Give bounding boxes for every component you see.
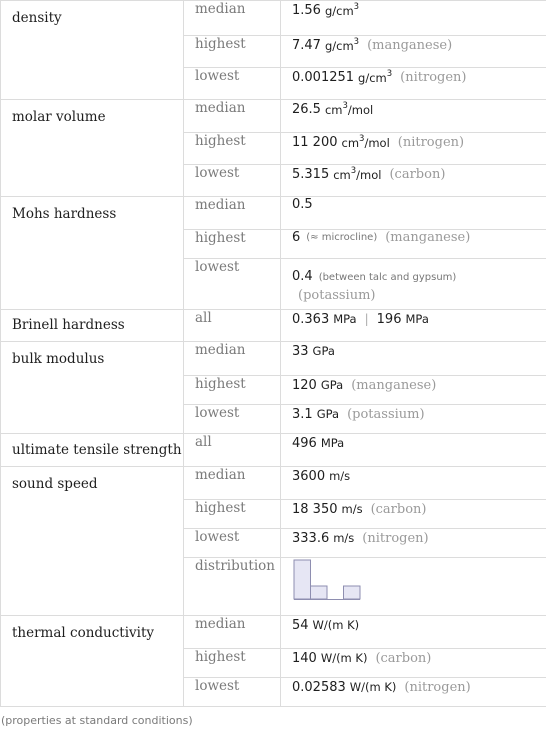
value-number: 33 [292,343,309,359]
value-number: 196 [376,311,402,327]
value-cell [281,434,546,467]
stat-label: all [184,434,281,467]
stat-label: highest [184,230,281,259]
value-number: 496 [292,435,317,451]
value-unit: W/(m K) [312,618,360,632]
value-cell [281,500,546,529]
value-number: 120 [292,377,317,393]
stat-label: lowest [184,259,281,310]
value-cell [281,259,546,310]
stat-label: median [184,616,281,649]
value-number: 0.4 [292,269,313,284]
element-name: (carbon) [389,166,446,182]
property-name: molar volume [1,100,184,197]
table-row [1,434,546,467]
value-cell [281,649,546,678]
value-cell [281,100,546,133]
value-unit: MPa [405,312,429,326]
element-name: (manganese) [367,37,453,53]
stat-label: lowest [184,678,281,707]
value-unit: GPa [320,378,344,392]
value-number: 7.47 [292,37,321,53]
stat-label: median [184,100,281,133]
stat-label: lowest [184,68,281,100]
value-unit: W/(m K) [349,680,397,694]
value-number: 0.001251 [292,69,355,85]
property-name: ultimate tensile strength [1,434,184,467]
stat-label: lowest [184,405,281,434]
stat-label: median [184,342,281,376]
value-cell [281,376,546,405]
value-unit: m/s [341,502,363,516]
stat-label: highest [184,500,281,529]
table-row [1,197,546,230]
value-number: 0.02583 [292,679,346,695]
stat-label: median [184,467,281,500]
value-unit: $cm^3$/mol [341,133,390,150]
value-unit: $g/cm^3$ [324,1,360,18]
table-row [1,616,546,649]
table-row [1,342,546,376]
element-name: (carbon) [370,501,427,517]
stat-label: highest [184,649,281,678]
value-cell [281,133,546,165]
value-unit: W/(m K) [320,651,368,665]
element-name: (nitrogen) [397,134,465,150]
value-unit: $cm^3$/mol [333,165,382,182]
value-cell [281,68,546,100]
table-row [1,310,546,342]
value-cell [281,165,546,197]
value-cell [281,36,546,68]
value-number: 3.1 [292,406,313,422]
value-separator: | [364,312,369,326]
table-row [1,100,546,133]
value-number: 333.6 [292,530,330,546]
value-cell [281,467,546,500]
value-number: 6 [292,230,301,245]
table-row [1,467,546,500]
element-name: (manganese) [385,230,471,245]
value-unit: MPa [320,436,345,450]
value-cell [281,678,546,707]
value-unit: $cm^3$/mol [324,100,374,117]
stat-label: median [184,197,281,230]
stat-label: lowest [184,165,281,197]
element-name: (carbon) [375,650,432,666]
value-cell [281,342,546,376]
value-number: 18 350 [292,501,338,517]
property-name: Mohs hardness [1,197,184,310]
histogram-bar [294,560,311,599]
stat-label: distribution [184,558,281,616]
stat-label: lowest [184,529,281,558]
stat-label: median [184,1,281,36]
value-unit: GPa [316,407,340,421]
value-unit: m/s [329,469,351,483]
distribution-histogram [292,558,372,602]
value-cell [281,230,546,259]
value-cell [281,1,546,36]
value-unit: m/s [333,531,355,545]
value-number: 5.315 [292,166,330,182]
value-number: 0.363 [292,311,330,327]
value-cell [281,310,546,342]
property-name: thermal conductivity [1,616,184,707]
property-name: density [1,1,184,100]
value-number: 1.56 [292,2,321,18]
property-name: Brinell hardness [1,310,184,342]
value-number: 54 [292,617,309,633]
element-name: (nitrogen) [404,679,471,695]
value-number: 11 200 [292,134,338,150]
value-number: 0.5 [292,197,313,212]
property-name: bulk modulus [1,342,184,434]
value-number: 26.5 [292,101,321,117]
value-number: 3600 [292,468,326,484]
element-name: (potassium) [298,288,376,303]
histogram-bar [311,586,328,599]
value-cell [281,529,546,558]
element-name: (nitrogen) [362,530,429,546]
element-name: (nitrogen) [400,69,467,85]
element-name: (manganese) [351,377,437,393]
footnote: (properties at standard conditions) [1,714,193,727]
value-unit: $g/cm^3$ [358,68,393,85]
stat-label: all [184,310,281,342]
value-cell [281,405,546,434]
value-unit: MPa [333,312,357,326]
value-unit: GPa [312,344,335,358]
value-cell [281,558,546,616]
stat-label: highest [184,376,281,405]
stat-label: highest [184,133,281,165]
element-name: (potassium) [347,406,425,422]
value-unit: $g/cm^3$ [324,36,360,53]
table-row [1,1,546,36]
hardness-note: (between talc and gypsum) [318,272,457,283]
value-cell [281,616,546,649]
histogram-bar [344,586,361,599]
hardness-note: (≈ microcline) [306,232,378,243]
stat-label: highest [184,36,281,68]
property-name: sound speed [1,467,184,616]
value-cell [281,197,546,230]
value-number: 140 [292,650,317,666]
